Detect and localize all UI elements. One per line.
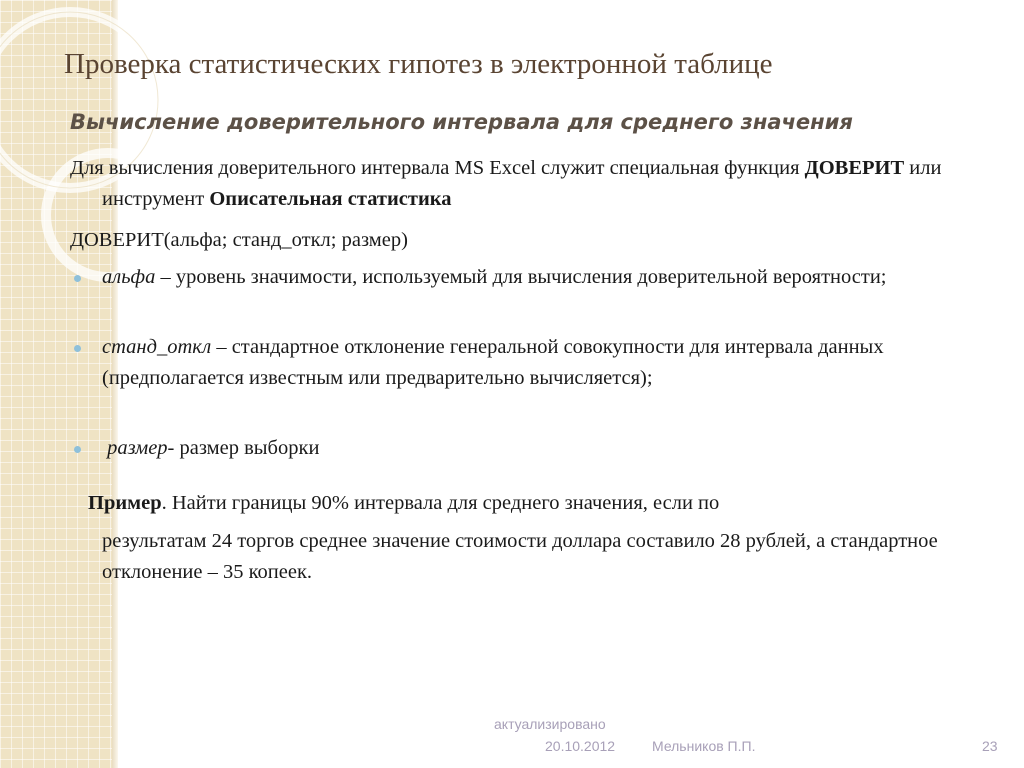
- bullet-term: размер: [107, 437, 168, 459]
- intro-text-before: Для вычисления доверительного интервала MS Excel служит специальная функция: [70, 157, 805, 179]
- footer-updated-label: актуализировано: [494, 716, 606, 732]
- intro-text-middle: или инструмент: [102, 157, 942, 210]
- bullet-dot-icon: [74, 345, 81, 352]
- list-item: [102, 332, 972, 394]
- list-item: [102, 262, 972, 293]
- function-name: ДОВЕРИТ: [804, 157, 905, 179]
- function-syntax: ДОВЕРИТ(альфа; станд_откл; размер): [70, 229, 408, 251]
- page-number: 23: [982, 738, 998, 754]
- footer-author: Мельников П.П.: [652, 738, 756, 754]
- intro-paragraph: [70, 153, 982, 215]
- bullet-text: – уровень значимости, используемый для вычисления доверительной вероятности;: [155, 266, 887, 288]
- bullet-text: – стандартное отклонение генеральной совокупности для интервала данных (предполагается известным или предварительно вычисляется);: [102, 336, 884, 389]
- tool-name: Описательная статистика: [209, 188, 452, 210]
- bullet-dot-icon: [74, 275, 81, 282]
- example-continuation: результатам 24 торгов среднее значение стоимости доллара составило 28 рублей, а стандартное отклонение – 35 копеек.: [102, 530, 938, 583]
- bullet-term: станд_откл: [102, 336, 212, 358]
- slide-subtitle: Вычисление доверительного интервала для среднего значения: [70, 110, 853, 134]
- slide-title: Проверка статистических гипотез в электронной таблице: [64, 48, 773, 80]
- list-item: [102, 433, 972, 464]
- example-line1: . Найти границы 90% интервала для среднего значения, если по: [161, 492, 720, 514]
- footer-date: 20.10.2012: [545, 738, 616, 754]
- bullet-dot-icon: [74, 446, 81, 453]
- bullet-term: альфа: [102, 266, 156, 288]
- example-paragraph: [88, 488, 988, 519]
- bullet-text: - размер выборки: [167, 437, 320, 459]
- example-label: Пример: [88, 492, 162, 514]
